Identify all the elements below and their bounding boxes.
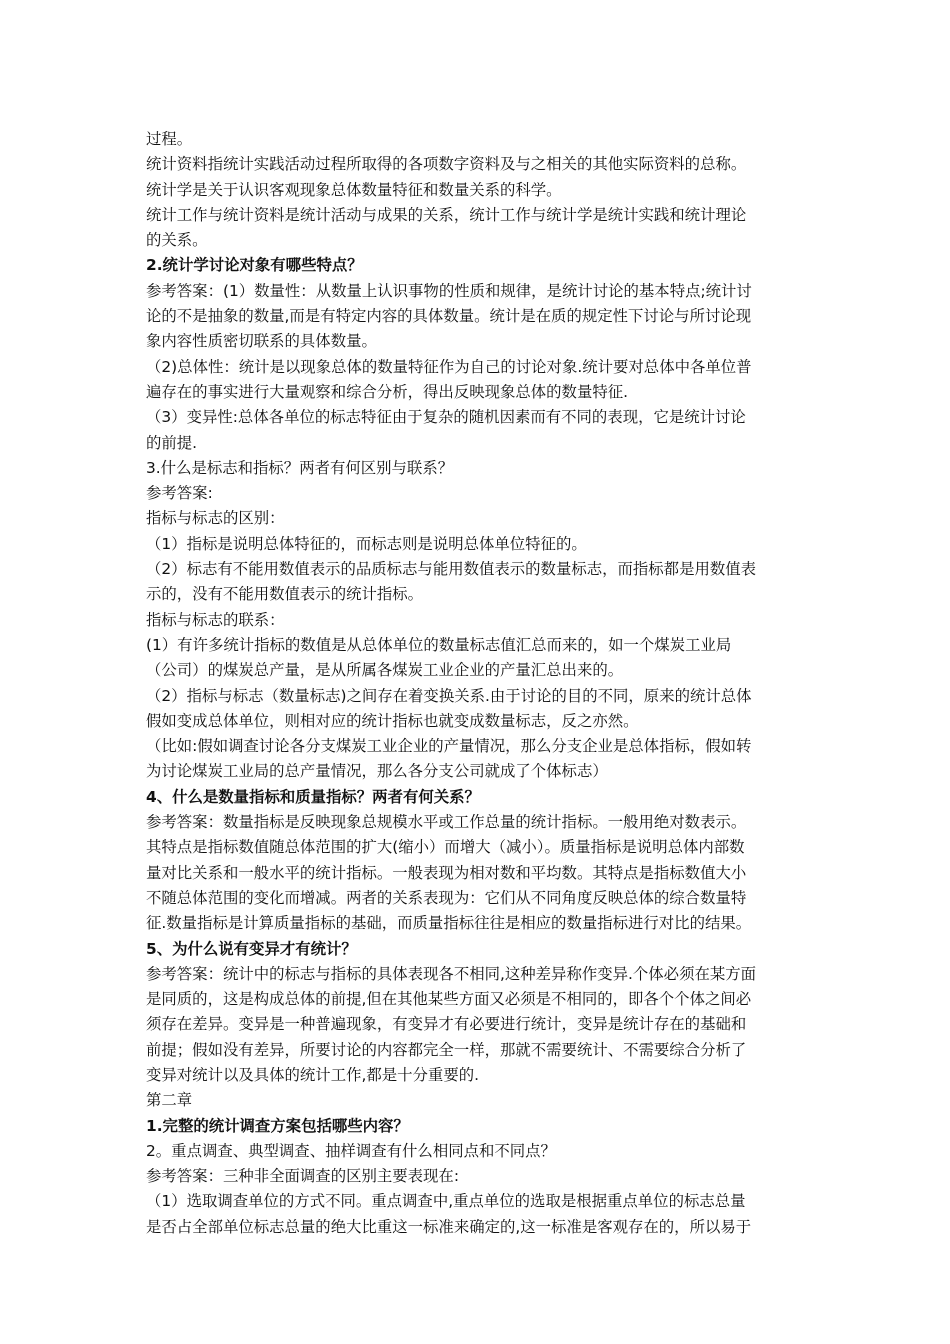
text-line: （2）指标与标志（数量标志)之间存在着变换关系.由于讨论的目的不同，原来的统计总体 [146, 686, 752, 705]
text-line: （比如:假如调查讨论各分支煤炭工业企业的产量情况，那么分支企业是总体指标，假如转 [146, 737, 752, 756]
text-line: （3）变异性:总体各单位的标志特征由于复杂的随机因素而有不同的表现，它是统计讨论 [146, 408, 746, 427]
text-line: 的关系。 [146, 231, 208, 250]
text-line: 统计工作与统计资料是统计活动与成果的关系，统计工作与统计学是统计实践和统计理论 [146, 205, 747, 224]
text-line: 其特点是指标数值随总体范围的扩大(缩小）而增大（减小）。质量指标是说明总体内部数 [146, 838, 745, 857]
text-line: 是同质的，这是构成总体的前提,但在其他某些方面又必须是不相同的，即各个个体之间必 [146, 990, 752, 1009]
text-line: 是否占全部单位标志总量的绝大比重这一标准来确定的,这一标准是客观存在的，所以易于 [146, 1217, 752, 1236]
text-line: 量对比关系和一般水平的统计指标。一般表现为相对数和平均数。其特点是指标数值大小 [146, 863, 747, 882]
text-line: 参考答案：(1）数量性：从数量上认识事物的性质和规律，是统计讨论的基本特点;统计讨 [146, 281, 752, 300]
question-heading: 4、什么是数量指标和质量指标？两者有何关系？ [146, 787, 480, 806]
text-line: 参考答案：统计中的标志与指标的具体表现各不相同,这种差异称作变异.个体必须在某方面 [146, 964, 757, 983]
text-line: 统计学是关于认识客观现象总体数量特征和数量关系的科学。 [146, 180, 562, 199]
question-heading: 3.什么是标志和指标？两者有何区别与联系？ [146, 458, 454, 477]
text-line: 示的，没有不能用数值表示的统计指标。 [146, 585, 424, 604]
text-line: （2）标志有不能用数值表示的品质标志与能用数值表示的数量标志，而指标都是用数值表 [146, 560, 757, 579]
text-line: 遍存在的事实进行大量观察和综合分析，得出反映现象总体的数量特征. [146, 382, 629, 401]
text-line: 象内容性质密切联系的具体数量。 [146, 332, 377, 351]
text-line: 指标与标志的联系： [146, 610, 285, 629]
text-line: 为讨论煤炭工业局的总产量情况，那么各分支公司就成了个体标志） [146, 762, 608, 781]
question-heading: 2。重点调查、典型调查、抽样调查有什么相同点和不同点？ [146, 1141, 556, 1160]
text-line: 统计资料指统计实践活动过程所取得的各项数字资料及与之相关的其他实际资料的总称。 [146, 155, 747, 174]
text-line: 参考答案：三种非全面调查的区别主要表现在: [146, 1167, 459, 1186]
question-heading: 5、为什么说有变异才有统计？ [146, 939, 357, 958]
chapter-heading: 第二章 [146, 1091, 193, 1110]
text-line: 参考答案：数量指标是反映现象总规模水平或工作总量的统计指标。一般用绝对数表示。 [146, 813, 747, 832]
text-line: （1）指标是说明总体特征的，而标志则是说明总体单位特征的。 [146, 534, 587, 553]
text-line: 过程。 [146, 130, 193, 148]
text-line: 论的不是抽象的数量,而是有特定内容的具体数量。统计是在质的规定性下讨论与所讨论现 [146, 307, 752, 326]
text-line: 参考答案: [146, 484, 213, 503]
text-line: 须存在差异。变异是一种普遍现象，有变异才有必要进行统计，变异是统计存在的基础和 [146, 1015, 747, 1034]
text-line: （1）选取调查单位的方式不同。重点调查中,重点单位的选取是根据重点单位的标志总量 [146, 1192, 746, 1211]
text-line: 征.数量指标是计算质量指标的基础，而质量指标往往是相应的数量指标进行对比的结果。 [146, 914, 752, 933]
text-line: 的前提. [146, 433, 198, 452]
document-body [146, 127, 814, 1240]
text-line: （2)总体性：统计是以现象总体的数量特征作为自己的讨论对象.统计要对总体中各单位普 [146, 357, 752, 376]
question-heading: 1.完整的统计调查方案包括哪些内容？ [146, 1116, 409, 1135]
text-line: (1）有许多统计指标的数值是从总体单位的数量标志值汇总而来的，如一个煤炭工业局 [146, 635, 732, 654]
text-line: （公司）的煤炭总产量，是从所属各煤炭工业企业的产量汇总出来的。 [146, 661, 624, 680]
text-line: 前提；假如没有差异，所要讨论的内容都完全一样，那就不需要统计、不需要综合分析了 [146, 1040, 747, 1059]
text-line: 假如变成总体单位，则相对应的统计指标也就变成数量标志，反之亦然。 [146, 711, 639, 730]
text-line: 不随总体范围的变化而增减。两者的关系表现为：它们从不同角度反映总体的综合数量特 [146, 888, 747, 907]
text-line: 指标与标志的区别： [146, 509, 285, 528]
text-line: 变异对统计以及具体的统计工作,都是十分重要的. [146, 1065, 479, 1084]
question-heading: 2.统计学讨论对象有哪些特点？ [146, 256, 363, 275]
